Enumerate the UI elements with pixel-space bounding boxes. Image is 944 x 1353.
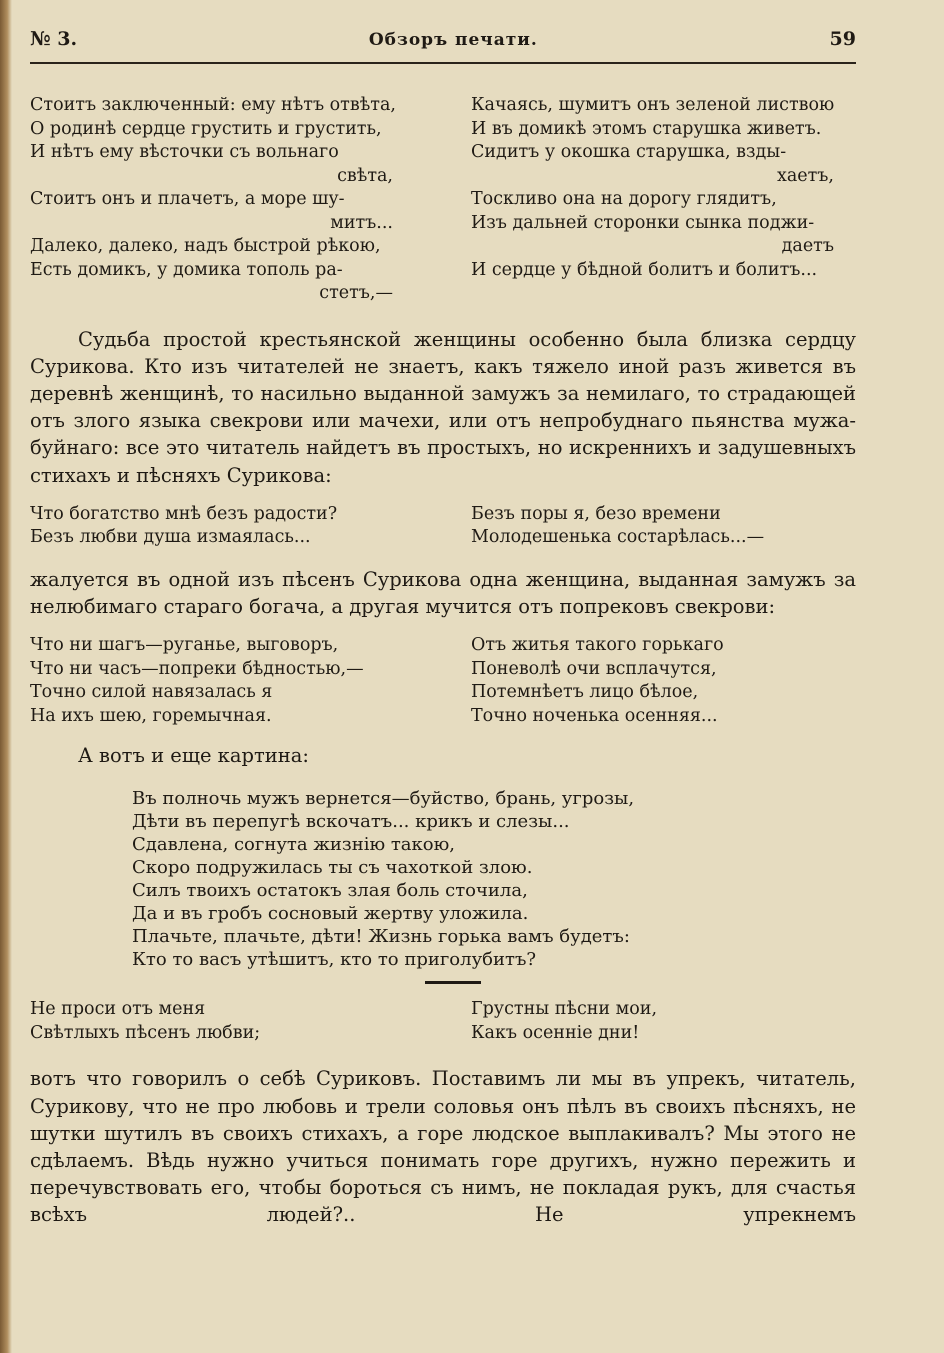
verse-line: Есть домикъ, у домика тополь ра- bbox=[30, 259, 343, 280]
verse-line: Сдавлена, согнута жизнію такою, bbox=[132, 834, 456, 856]
poem-right-column bbox=[471, 998, 856, 1045]
verse-line: И въ домикѣ этомъ старушка живетъ. bbox=[471, 118, 822, 139]
verse-line: Стоитъ онъ и плачетъ, а море шу- bbox=[30, 189, 345, 209]
verse-line: Кто то васъ утѣшитъ, кто то приголубитъ? bbox=[132, 949, 537, 971]
paragraph: Судьба простой крестьянской женщины особенно была близка сердцу Сурикова. Кто изъ читателей не знаетъ, какъ тяжело иной разъ живется въ деревнѣ женщинѣ, то насильно выданной замужъ за немилаго, то страдающей отъ злого языка свекрови или мачехи, или отъ непробуднаго пьянства мужа-буйнаго: все это читатель найдетъ въ простыхъ, но искреннихъ и задушевныхъ стихахъ и пѣсняхъ Сурикова: bbox=[30, 327, 856, 487]
verse-line: Сидитъ у окошка старушка, взды- bbox=[471, 142, 787, 162]
verse-line: Да и въ гробъ сосновый жертву уложила. bbox=[132, 903, 529, 925]
poem-left-column bbox=[30, 94, 415, 306]
verse-line: Что богатство мнѣ безъ радости? bbox=[30, 503, 338, 524]
verse-line: Что ни шагъ—руганье, выговоръ, bbox=[30, 635, 339, 656]
verse-line: И сердце у бѣдной болитъ и болитъ... bbox=[471, 259, 818, 280]
verse-line-continuation: свѣта, bbox=[337, 165, 393, 186]
verse-line: Поневолѣ очи всплачутся, bbox=[471, 658, 717, 679]
verse-line: Плачьте, плачьте, дѣти! Жизнь горька вамъ будетъ: bbox=[132, 926, 630, 948]
verse-line: О родинѣ сердце грустить и грустить, bbox=[30, 118, 382, 139]
poem-centered bbox=[132, 787, 856, 971]
verse-line: Стоитъ заключенный: ему нѣтъ отвѣта, bbox=[30, 95, 396, 115]
page-binding-edge bbox=[0, 0, 12, 1353]
prose-block bbox=[30, 566, 856, 620]
verse-line: Свѣтлыхъ пѣсенъ любви; bbox=[30, 1022, 261, 1043]
page bbox=[30, 28, 856, 1229]
page-number: 59 bbox=[829, 28, 856, 50]
verse-line: Далеко, далеко, надъ быстрой рѣкою, bbox=[30, 236, 381, 256]
verse-line: Что ни часъ—попреки бѣдностью,— bbox=[30, 658, 364, 679]
verse-line: Безъ любви душа измаялась... bbox=[30, 527, 311, 548]
poem-two-columns bbox=[30, 503, 856, 550]
poem-two-columns bbox=[30, 634, 856, 728]
verse-line: Точно ноченька осенняя... bbox=[471, 705, 718, 726]
verse-line: Точно силой навязалась я bbox=[30, 682, 273, 703]
page-header bbox=[30, 28, 856, 64]
prose-block bbox=[30, 742, 856, 769]
verse-line: Въ полночь мужъ вернется—буйство, брань, угрозы, bbox=[132, 788, 635, 810]
poem-two-columns bbox=[30, 94, 856, 306]
verse-line: Потемнѣетъ лицо бѣлое, bbox=[471, 682, 699, 703]
verse-line: Грустны пѣсни мои, bbox=[471, 999, 658, 1020]
verse-line: И нѣтъ ему вѣсточки съ вольнаго bbox=[30, 142, 339, 162]
verse-line: Тоскливо она на дорогу глядитъ, bbox=[471, 189, 777, 209]
poem-left-column bbox=[30, 634, 415, 728]
paragraph: вотъ что говорилъ о себѣ Суриковъ. Поставимъ ли мы въ упрекъ, читатель, Сурикову, что не про любовь и трели соловья онъ пѣлъ въ своихъ пѣсняхъ, не шутки шутилъ въ своихъ стихахъ, а горе людское выплакивалъ? Мы этого не сдѣлаемъ. Вѣдь нужно учиться понимать горе другихъ, нужно пережить и перечувствовать его, чтобы бороться съ нимъ, не покладая рукъ, для счастья всѣхъ людей?.. Не упрекнемъ bbox=[30, 1067, 856, 1227]
prose-block bbox=[30, 1065, 856, 1228]
verse-line: Отъ житья такого горькаго bbox=[471, 635, 724, 656]
poem-right-column bbox=[471, 634, 856, 728]
verse-line: Какъ осенніе дни! bbox=[471, 1022, 640, 1043]
verse-line: Силъ твоихъ остатокъ злая боль сточила, bbox=[132, 880, 528, 902]
prose-block bbox=[30, 326, 856, 489]
verse-line: Изъ дальней сторонки сынка поджи- bbox=[471, 212, 815, 233]
paragraph: А вотъ и еще картина: bbox=[78, 744, 309, 768]
verse-line-continuation: хаетъ, bbox=[776, 165, 834, 186]
verse-line: Не проси отъ меня bbox=[30, 999, 206, 1020]
poem-two-columns bbox=[30, 998, 856, 1045]
issue-number: № 3. bbox=[30, 28, 78, 50]
verse-line: Безъ поры я, безо времени bbox=[471, 503, 721, 524]
verse-line-continuation: даетъ bbox=[781, 236, 834, 256]
verse-line: Молодешенька состарѣлась...— bbox=[471, 527, 765, 548]
verse-line: Дѣти въ перепугѣ вскочатъ... крикъ и слезы... bbox=[132, 811, 570, 833]
poem-right-column bbox=[471, 503, 856, 550]
verse-line: Скоро подружилась ты съ чахоткой злою. bbox=[132, 857, 533, 879]
verse-line: Качаясь, шумитъ онъ зеленой листвою bbox=[471, 95, 835, 115]
poem-left-column bbox=[30, 503, 415, 550]
paragraph: жалуется въ одной изъ пѣсенъ Сурикова одна женщина, выданная замужъ за нелюбимаго стараго богача, а другая мучится отъ попрековъ свекрови: bbox=[30, 567, 856, 618]
running-title: Обзоръ печати. bbox=[368, 30, 538, 50]
poem-left-column bbox=[30, 998, 415, 1045]
verse-line-continuation: митъ... bbox=[330, 212, 393, 233]
verse-line: На ихъ шею, горемычная. bbox=[30, 705, 272, 726]
poem-right-column bbox=[471, 94, 856, 306]
verse-line-continuation: стетъ,— bbox=[319, 283, 393, 303]
section-divider-rule bbox=[425, 981, 481, 984]
